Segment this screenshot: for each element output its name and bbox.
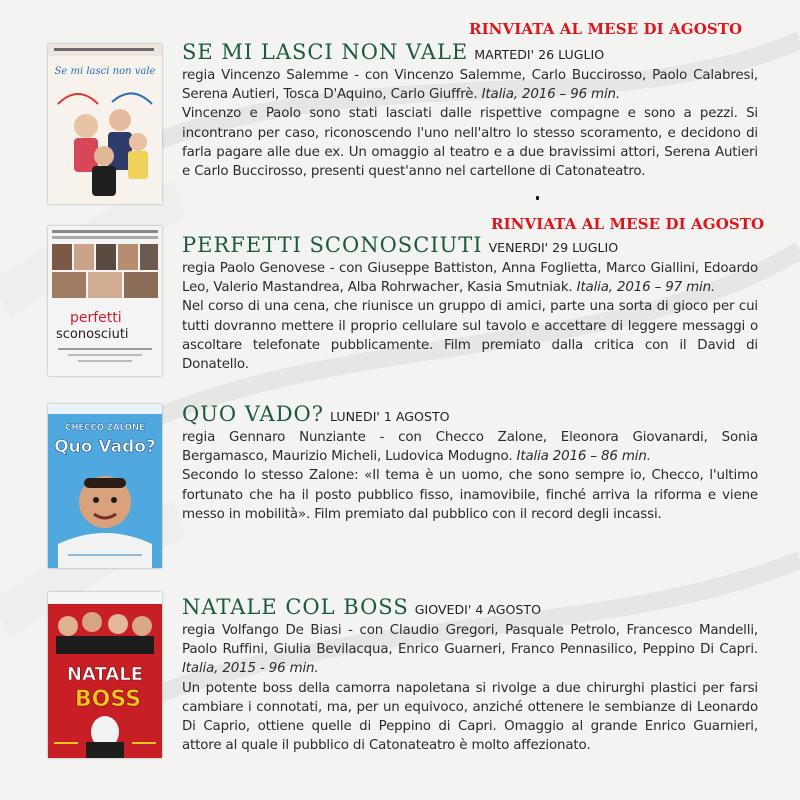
poster-title-text: perfetti bbox=[70, 310, 122, 326]
film-credits bbox=[182, 259, 758, 297]
film-country-year-duration: Italia, 2016 – 96 min. bbox=[481, 87, 620, 103]
film-title: PERFETTI SCONOSCIUTI bbox=[182, 233, 483, 257]
credits-text: regia Vincenzo Salemme - con Vincenzo Salemme, Carlo Buccirosso, Paolo Calabresi, Serena Autieri, Tosca D'Aquino, Carlo Giuffrè. bbox=[182, 68, 758, 103]
film-poster bbox=[48, 404, 162, 568]
screening-date: MARTEDI' 26 LUGLIO bbox=[474, 47, 605, 62]
film-country-year-duration: Italia 2016 – 86 min. bbox=[516, 449, 651, 465]
film-country-year-duration: Italia, 2016 – 97 min. bbox=[576, 280, 716, 296]
film-credits bbox=[182, 621, 758, 679]
film-credits bbox=[182, 428, 758, 466]
film-title: NATALE COL BOSS bbox=[182, 595, 409, 619]
screening-date: VENERDI' 29 LUGLIO bbox=[488, 240, 619, 255]
stray-mark bbox=[536, 196, 539, 200]
film-poster bbox=[48, 226, 162, 376]
film-poster bbox=[48, 592, 162, 758]
film-credits bbox=[182, 66, 758, 104]
poster-title-text: sconosciuti bbox=[56, 327, 129, 342]
poster-title-text: NATALE bbox=[66, 664, 144, 685]
film-synopsis: Vincenzo e Paolo sono stati lasciati dalle rispettive compagne e sono a pezzi. Si incontrano per caso, riconoscendo l'uno nell'altro lo stesso scoramento, e decidono di farla pagare alle due ex. Un omaggio al teatro e a due bravissimi attori, Serena Autieri e Carlo Buccirosso, presenti quest'anno nel cartellone di Catonateatro. bbox=[182, 106, 758, 180]
screening-date: LUNEDI' 1 AGOSTO bbox=[330, 409, 450, 424]
film-title: QUO VADO? bbox=[182, 402, 325, 426]
film-synopsis: Nel corso di una cena, che riunisce un gruppo di amici, parte una sorta di gioco per cui tutti dovranno mettere il proprio cellulare sul tavolo e accettare di leggere messaggi o ascoltare telefonate pubblicamente. Film premiato dalla critica con il David di Donatello. bbox=[182, 299, 758, 373]
film-synopsis: Un potente boss della camorra napoletana si rivolge a due chirurghi plastici per farsi cambiare i connotati, ma, per un equivoco, anziché ottenere le sembianze di Leonardo Di Caprio, ottiene quelle di Peppino di Capri. Omaggio al grande Enrico Guarnieri, attore al quale il pubblico di Catonateatro è molto affezionato. bbox=[182, 680, 758, 754]
film-synopsis: Secondo lo stesso Zalone: «Il tema è un uomo, che sono sempre io, Checco, l'ultimo fortunato che ha il posto pubblico fisso, inamovibile, finché arriva la riforma e viene messo in mobilità». Film premiato dal pubblico con il record degli incassi. bbox=[182, 468, 758, 522]
credits-text: regia Gennaro Nunziante - con Checco Zalone, Eleonora Giovanardi, Sonia Bergamasco, Maurizio Micheli, Ludovica Modugno. bbox=[182, 430, 758, 465]
credits-text: regia Paolo Genovese - con Giuseppe Battiston, Anna Foglietta, Marco Giallini, Edoardo Leo, Valerio Mastandrea, Alba Rohrwacher, Kasia Smutniak. bbox=[182, 261, 758, 296]
film-country-year-duration: Italia, 2015 - 96 min. bbox=[182, 661, 319, 677]
poster-title-text: Se mi lasci non vale bbox=[54, 66, 156, 77]
poster-title-text: CHECCO ZALONE bbox=[65, 423, 145, 433]
poster-title-text: Quo Vado? bbox=[54, 437, 156, 457]
postponed-notice: RINVIATA AL MESE DI AGOSTO bbox=[469, 20, 743, 38]
credits-text: regia Volfango De Biasi - con Claudio Gregori, Pasquale Petrolo, Francesco Mandelli, Paolo Ruffini, Giulia Bevilacqua, Enrico Guarneri, Franco Pennasilico, Peppino Di Capri. bbox=[182, 623, 758, 658]
postponed-notice: RINVIATA AL MESE DI AGOSTO bbox=[491, 215, 765, 233]
poster-title-text: BOSS bbox=[74, 687, 142, 712]
film-title: SE MI LASCI NON VALE bbox=[182, 40, 469, 64]
screening-date: GIOVEDI' 4 AGOSTO bbox=[414, 602, 542, 617]
film-poster bbox=[48, 44, 162, 204]
